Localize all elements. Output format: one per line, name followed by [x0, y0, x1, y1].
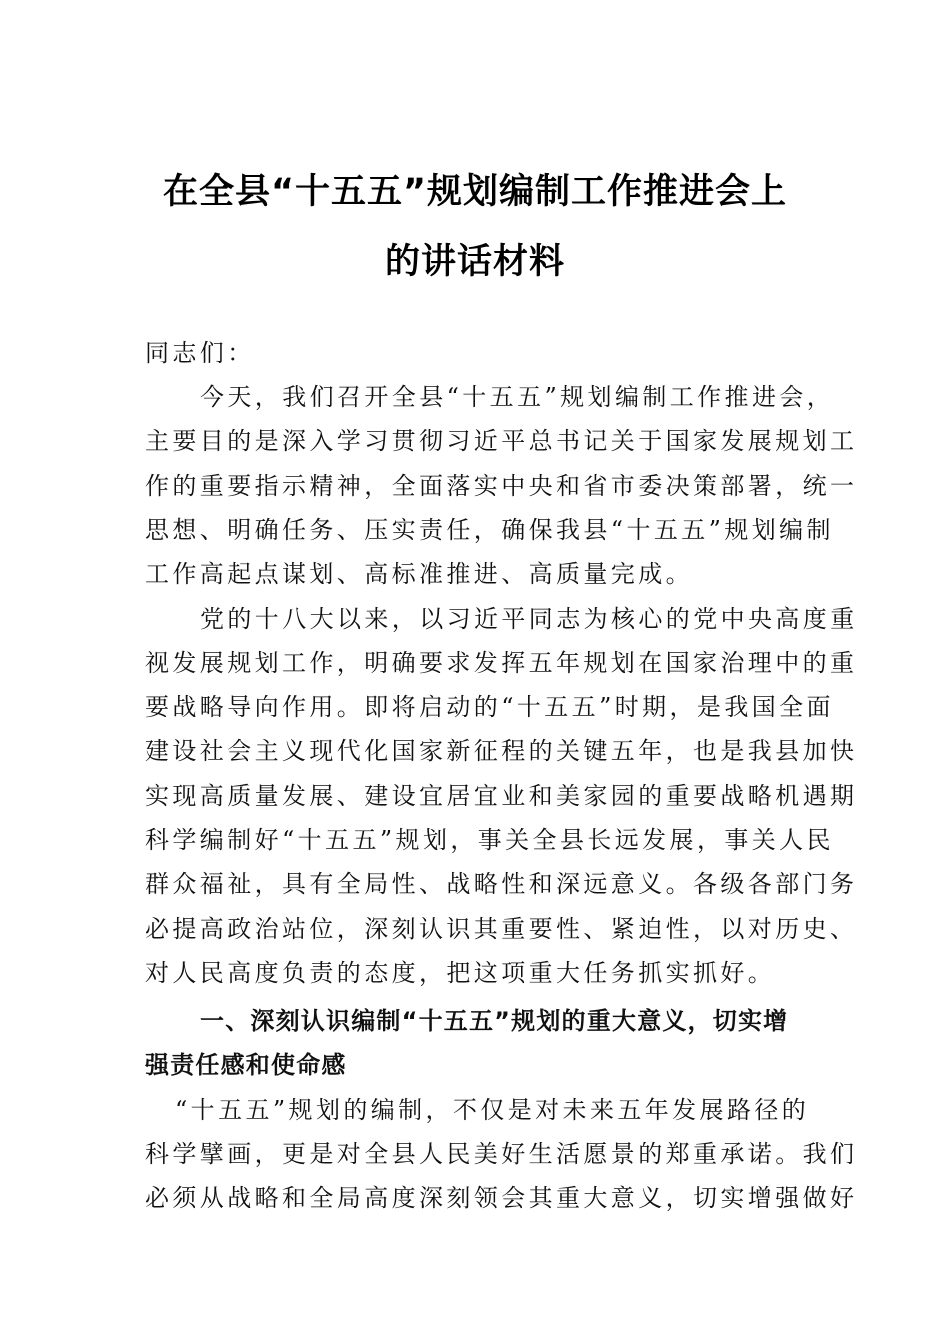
- text-line: 要战略导向作用。即将启动的“十五五”时期，是我国全面: [145, 693, 834, 721]
- section-heading-line: 一、深刻认识编制“十五五”规划的重大意义，切实增: [200, 1007, 789, 1035]
- text-line: 工作高起点谋划、高标准推进、高质量完成。: [145, 560, 693, 588]
- text-line: 科学编制好“十五五”规划，事关全县长远发展，事关人民: [145, 826, 834, 854]
- text-line: 视发展规划工作，明确要求发挥五年规划在国家治理中的重: [145, 649, 858, 677]
- text-line: 建设社会主义现代化国家新征程的关键五年，也是我县加快: [145, 737, 858, 765]
- text-line: 必提高政治站位，深刻认识其重要性、紧迫性，以对历史、: [145, 915, 858, 943]
- text-line: 今天，我们召开全县“十五五”规划编制工作推进会，: [200, 383, 835, 411]
- text-line: 主要目的是深入学习贯彻习近平总书记关于国家发展规划工: [145, 427, 858, 455]
- text-line: 党的十八大以来，以习近平同志为核心的党中央高度重: [200, 605, 858, 633]
- text-line: 科学擘画，更是对全县人民美好生活愿景的郑重承诺。我们: [145, 1140, 858, 1168]
- section-heading-line: 强责任感和使命感: [145, 1051, 347, 1079]
- text-line: 对人民高度负责的态度，把这项重大任务抓实抓好。: [145, 959, 776, 987]
- text-line: 作的重要指示精神，全面落实中央和省市委决策部署，统一: [145, 472, 858, 500]
- text-line: 实现高质量发展、建设宜居宜业和美家园的重要战略机遇期: [145, 782, 858, 810]
- salutation: 同志们：: [145, 339, 255, 367]
- text-line: 思想、明确任务、压实责任，确保我县“十五五”规划编制: [145, 516, 834, 544]
- text-line: “十五五”规划的编制，不仅是对未来五年发展路径的: [175, 1096, 810, 1124]
- document-title-line-1: 在全县“十五五”规划编制工作推进会上: [162, 172, 787, 212]
- text-line: 群众福祉，具有全局性、战略性和深远意义。各级各部门务: [145, 870, 858, 898]
- document-title-line-2: 的讲话材料: [384, 242, 565, 282]
- text-line: 必须从战略和全局高度深刻领会其重大意义，切实增强做好: [145, 1184, 858, 1212]
